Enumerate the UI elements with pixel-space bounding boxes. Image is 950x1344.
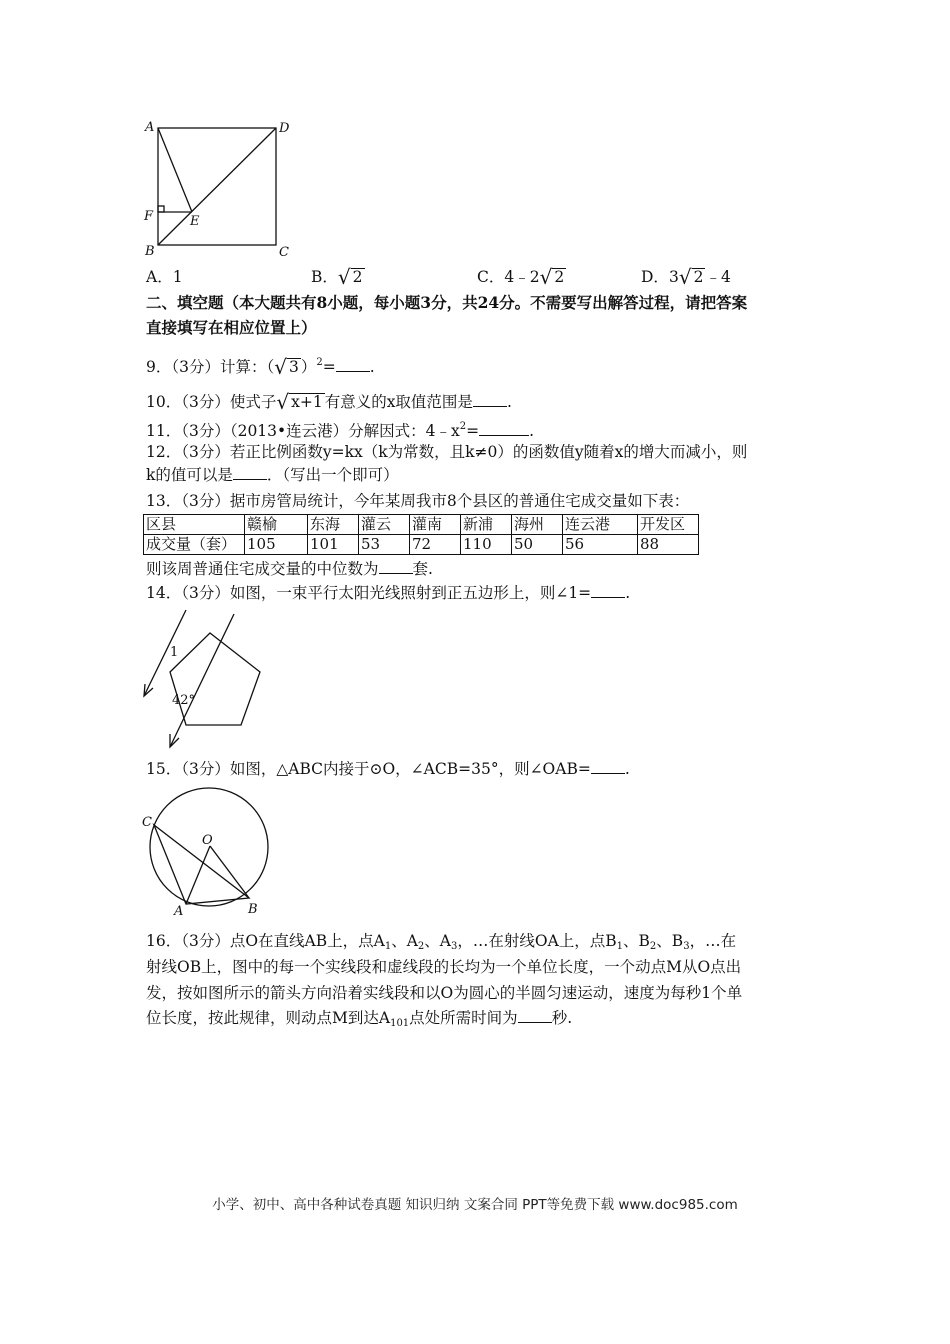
label-a: A [174, 904, 184, 919]
table-row [144, 535, 699, 555]
question-13-line1: 13．（3分）据市房管局统计，今年某周我市8个县区的普通住宅成交量如下表： [146, 492, 690, 510]
question-16-line3: 发，按如图所示的箭头方向沿着实线段和以O为圆心的半圆匀速运动，速度为每秒1个单 [146, 984, 743, 1002]
question-12-line2: k的值可以是 ．（写出一个即可） [146, 466, 399, 484]
table-cell: 灌云 [359, 515, 410, 535]
table-cell: 灌南 [410, 515, 461, 535]
label-a: A [145, 120, 155, 135]
segment-ae [158, 128, 192, 212]
table-cell: 连云港 [563, 515, 638, 535]
sun-ray-1 [144, 610, 186, 696]
segment-oa [186, 846, 210, 904]
answer-blank [233, 465, 267, 480]
pentagon-figure [138, 606, 268, 756]
table-cell: 新浦 [461, 515, 512, 535]
option-c: C．4﹣2√ 2 [477, 265, 565, 289]
angle-42-label: 42° [172, 693, 196, 708]
square-figure [140, 115, 300, 265]
question-10: 10．（3分）使式子√ x+1 有意义的x取值范围是 . [146, 390, 512, 414]
section2-heading-line1: 二、填空题（本大题共有8小题，每小题3分，共24分。不需要写出解答过程，请把答案 [146, 293, 748, 312]
table-cell: 101 [308, 535, 359, 555]
table-cell: 开发区 [638, 515, 699, 535]
label-e: E [190, 214, 200, 229]
circle-figure [138, 782, 278, 920]
option-b: B．√ 2 [311, 265, 363, 289]
answer-blank [591, 583, 625, 598]
housing-table [143, 514, 699, 555]
answer-blank [473, 392, 507, 407]
question-15: 15．（3分）如图，△ABC内接于⊙O，∠ACB=35°，则∠OAB= . [146, 760, 630, 778]
question-14: 14．（3分）如图，一束平行太阳光线照射到正五边形上，则∠1= . [146, 584, 631, 602]
answer-blank [336, 357, 370, 372]
table-cell: 东海 [308, 515, 359, 535]
answer-blank [591, 759, 625, 774]
table-cell: 成交量（套） [144, 535, 245, 555]
diagonal-bd [158, 128, 276, 245]
question-9: 9．（3分）计算：（√ 3 ）$^2$= . [146, 355, 375, 379]
question-16-line1: 16．（3分）点O在直线AB上，点$A_1$、$A_2$、$A_3$，…在射线OA上，点$B_1$、$B_2$、$B_3$，…在 [146, 932, 737, 952]
question-13-line2: 则该周普通住宅成交量的中位数为 套. [146, 560, 433, 578]
section2-heading-line2: 直接填写在相应位置上） [146, 318, 317, 337]
table-cell: 88 [638, 535, 699, 555]
table-cell: 110 [461, 535, 512, 555]
label-d: D [279, 121, 290, 136]
question-16-line4: 位长度，按此规律，则动点M到达$A_{101}$点处所需时间为 秒. [146, 1009, 573, 1029]
question-16-line2: 射线OB上，图中的每一个实线段和虚线段的长均为一个单位长度，一个动点M从O点出 [146, 958, 742, 976]
label-b: B [145, 244, 155, 259]
option-a: A．1 [146, 268, 183, 286]
sun-ray-2 [170, 614, 234, 747]
table-cell: 56 [563, 535, 638, 555]
table-cell: 53 [359, 535, 410, 555]
page-footer: 小学、初中、高中各种试卷真题 知识归纳 文案合同 PPT等免费下载 www.doc985.com [212, 1197, 738, 1213]
table-cell: 海州 [512, 515, 563, 535]
answer-blank [479, 421, 529, 436]
label-o: O [202, 833, 213, 848]
answer-blank [379, 559, 413, 574]
table-cell: 105 [245, 535, 308, 555]
question-12-line1: 12．（3分）若正比例函数y=kx（k为常数，且k≠0）的函数值y随着x的增大而减小，则 [146, 443, 748, 461]
label-c: C [279, 245, 289, 260]
label-f: F [144, 209, 154, 224]
angle-1-label: 1 [170, 645, 179, 660]
answer-blank [518, 1008, 552, 1023]
arrow-head-2 [170, 734, 179, 747]
table-cell: 50 [512, 535, 563, 555]
label-c: C [142, 815, 152, 830]
table-cell: 区县 [144, 515, 245, 535]
right-angle-mark [158, 206, 164, 212]
table-cell: 72 [410, 535, 461, 555]
table-header-row [144, 515, 699, 535]
table-cell: 赣榆 [245, 515, 308, 535]
label-b: B [248, 902, 258, 917]
question-11: 11．（3分）（2013•连云港）分解因式：$4﹣x^2=$ . [146, 421, 535, 440]
option-d: D．3√ 2 ﹣4 [641, 265, 731, 289]
regular-pentagon [170, 633, 260, 725]
